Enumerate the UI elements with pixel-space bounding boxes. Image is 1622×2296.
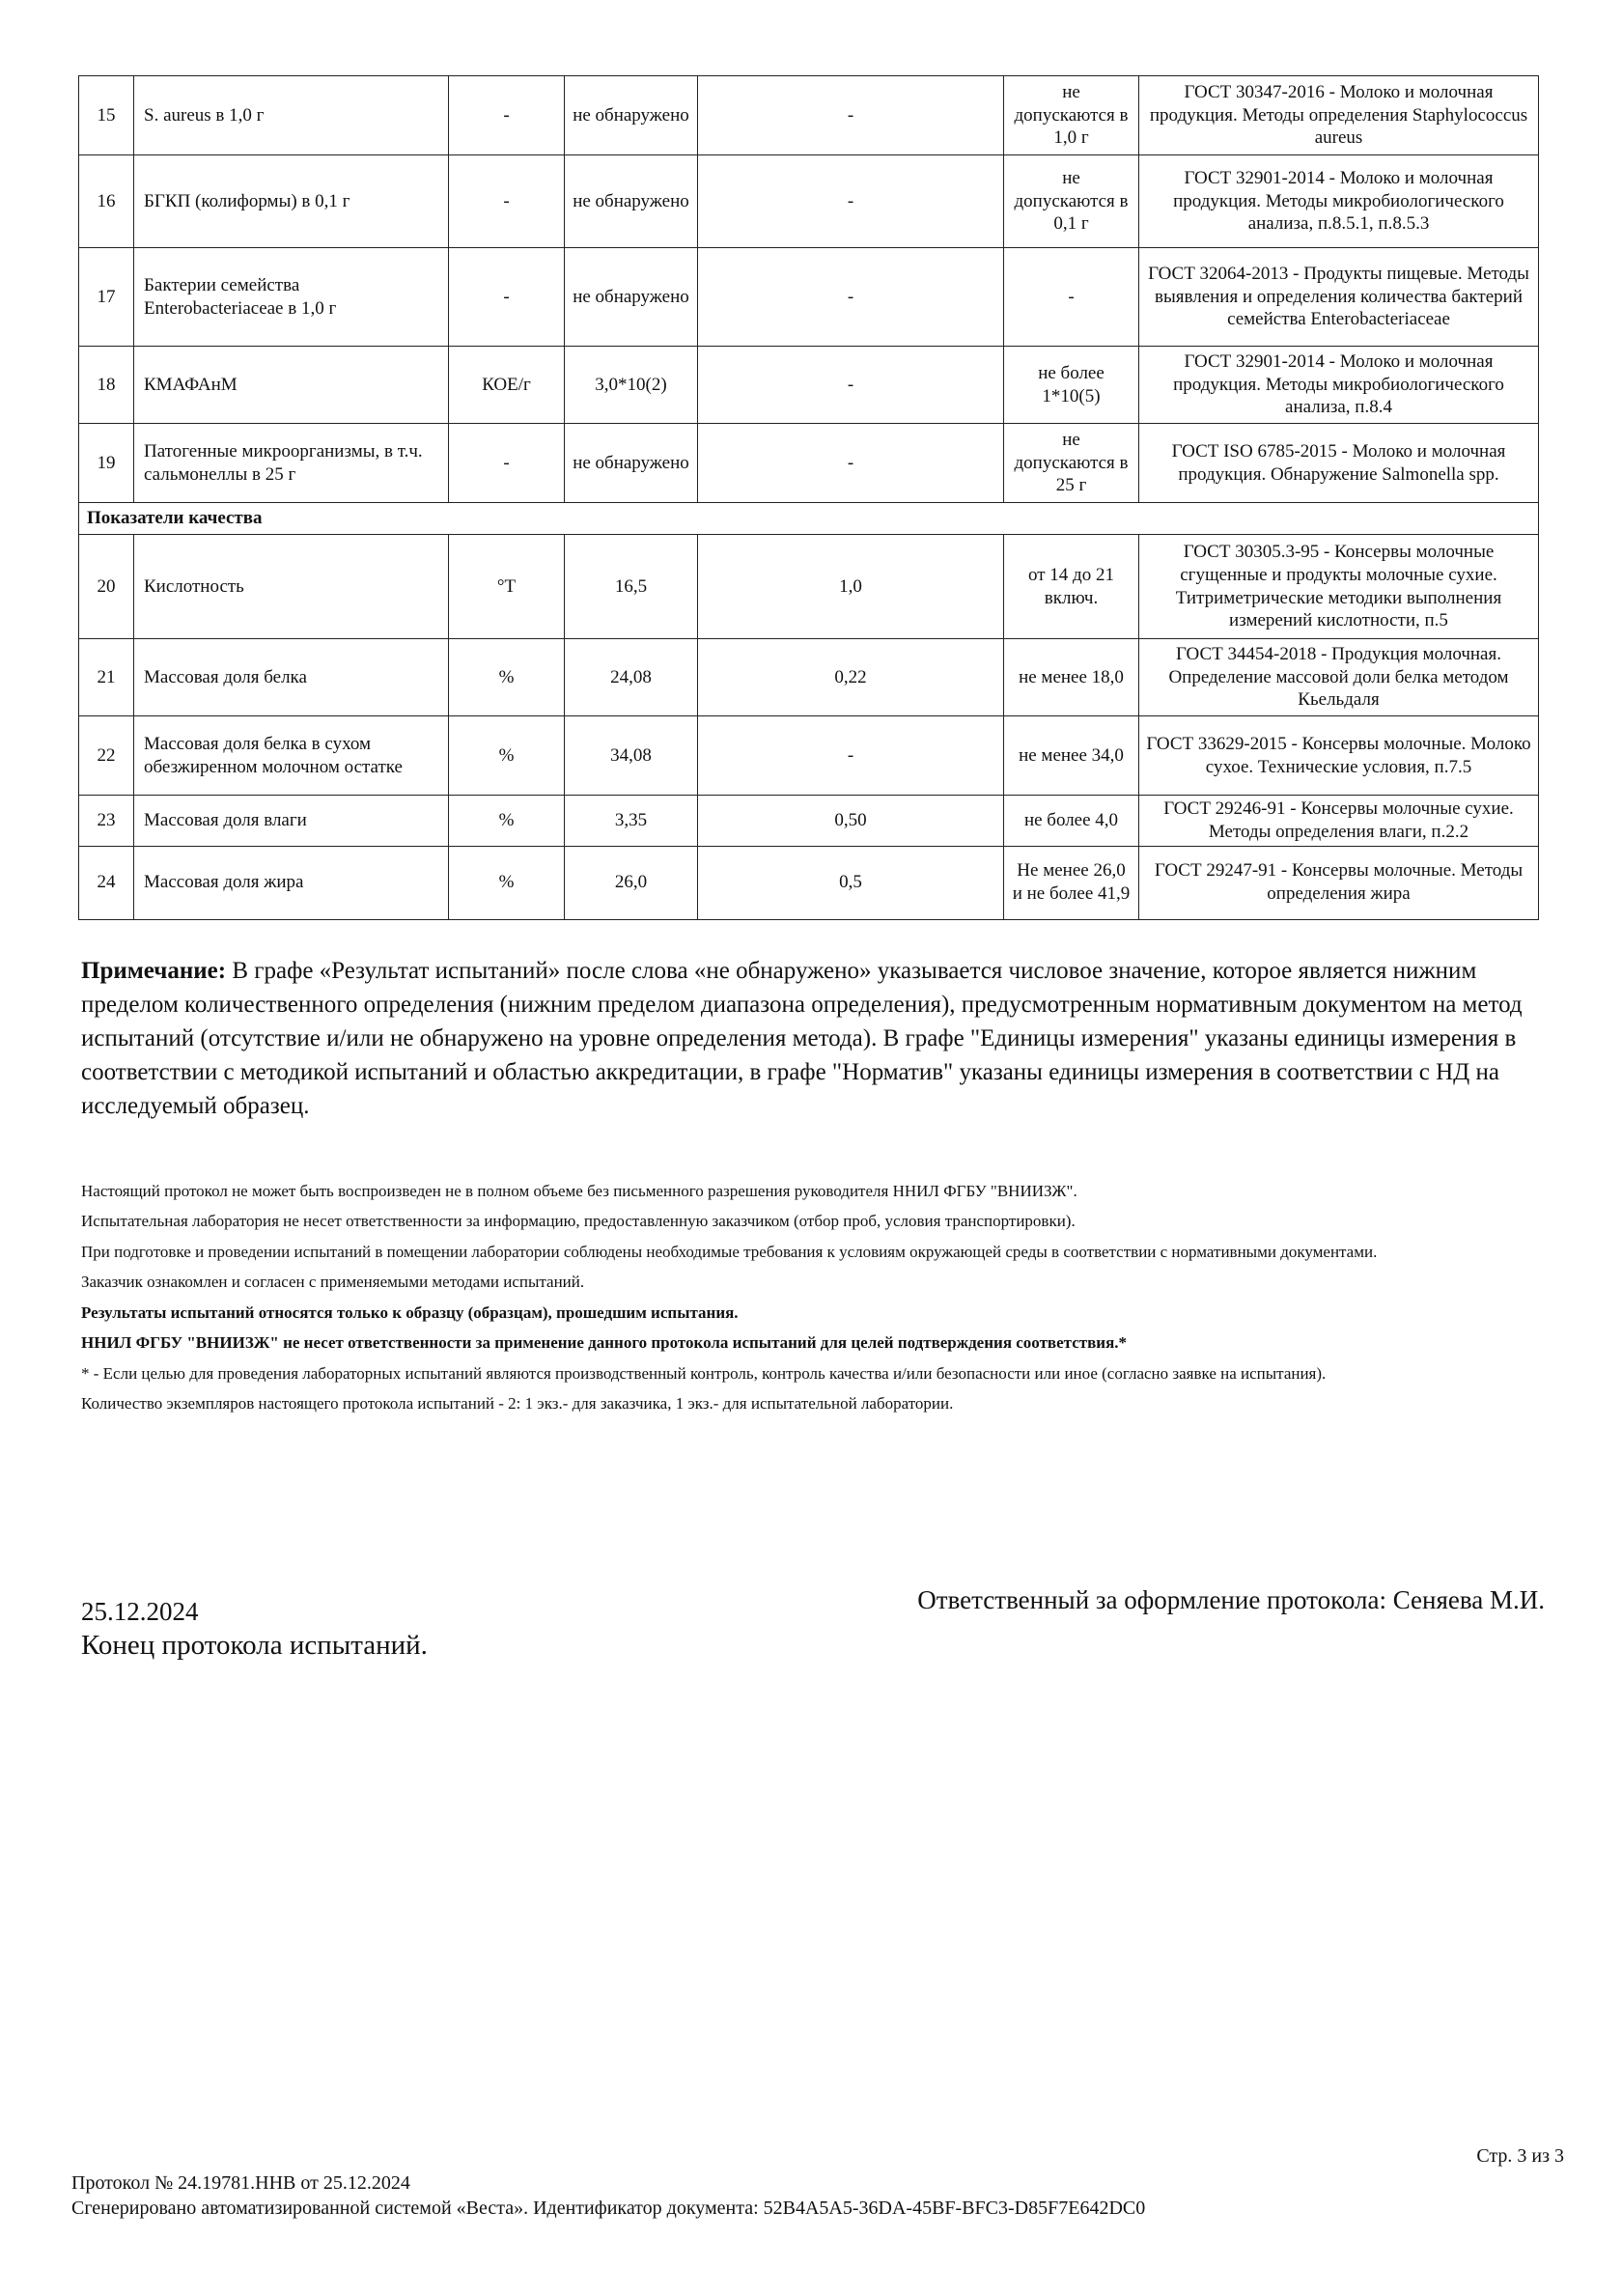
row-number: 15 [79, 76, 134, 155]
disclaimers [81, 1176, 1544, 1419]
protocol-date: 25.12.2024 [81, 1597, 199, 1626]
note-label: Примечание: [81, 958, 227, 984]
norm-cell: не менее 34,0 [1004, 716, 1139, 796]
method-cell: ГОСТ 29246-91 - Консервы молочные сухие. Методы определения влаги, п.2.2 [1139, 796, 1539, 847]
row-number: 19 [79, 424, 134, 503]
uncertainty-cell: - [698, 155, 1004, 248]
result-cell: не обнаружено [565, 248, 698, 347]
disclaimer-line: При подготовке и проведении испытаний в помещении лаборатории соблюдены необходимые требования к условиям окружающей среды в соответствии с нормативными документами. [81, 1242, 1378, 1261]
disclaimer-line: Количество экземпляров настоящего протокола испытаний - 2: 1 экз.- для заказчика, 1 экз.- для испытательной лаборатории. [81, 1394, 954, 1414]
result-cell: не обнаружено [565, 155, 698, 248]
indicator-name: S. aureus в 1,0 г [134, 76, 449, 155]
method-cell: ГОСТ 30305.3-95 - Консервы молочные сгущенные и продукты молочные сухие. Титриметрические методики выполнения измерений кислотности, п.5 [1139, 535, 1539, 639]
result-cell: 34,08 [565, 716, 698, 796]
row-number: 22 [79, 716, 134, 796]
section-row [79, 503, 1539, 535]
result-cell: 16,5 [565, 535, 698, 639]
table-row [79, 155, 1539, 248]
norm-cell: не менее 18,0 [1004, 639, 1139, 716]
uncertainty-cell: - [698, 424, 1004, 503]
norm-cell: не более 4,0 [1004, 796, 1139, 847]
row-number: 16 [79, 155, 134, 248]
uncertainty-cell: 0,22 [698, 639, 1004, 716]
result-cell: не обнаружено [565, 424, 698, 503]
table-row [79, 639, 1539, 716]
table-row [79, 846, 1539, 919]
table-row [79, 76, 1539, 155]
footer-protocol: Протокол № 24.19781.ННВ от 25.12.2024 [71, 2172, 410, 2194]
uncertainty-cell: - [698, 347, 1004, 424]
unit-cell: - [449, 424, 565, 503]
unit-cell: °Т [449, 535, 565, 639]
row-number: 20 [79, 535, 134, 639]
uncertainty-cell: - [698, 76, 1004, 155]
norm-cell: не допускаются в 0,1 г [1004, 155, 1139, 248]
table-row [79, 716, 1539, 796]
unit-cell: КОЕ/г [449, 347, 565, 424]
uncertainty-cell: 0,50 [698, 796, 1004, 847]
disclaimer-line: * - Если целью для проведения лабораторных испытаний являются производственный контроль, контроль качества и/или безопасности или иное (согласно заявке на испытания). [81, 1363, 1327, 1383]
unit-cell: % [449, 716, 565, 796]
table-row [79, 424, 1539, 503]
method-cell: ГОСТ 32901-2014 - Молоко и молочная продукция. Методы микробиологического анализа, п.8.4 [1139, 347, 1539, 424]
uncertainty-cell: - [698, 716, 1004, 796]
indicator-name: Массовая доля белка в сухом обезжиренном молочном остатке [134, 716, 449, 796]
indicator-name: Массовая доля белка [134, 639, 449, 716]
disclaimer-line: Настоящий протокол не может быть воспроизведен не в полном объеме без письменного разрешения руководителя ННИЛ ФГБУ "ВНИИЗЖ". [81, 1182, 1077, 1200]
result-cell: 26,0 [565, 846, 698, 919]
norm-cell: Не менее 26,0 и не более 41,9 [1004, 846, 1139, 919]
disclaimer-line: Результаты испытаний относятся только к образцу (образцам), прошедшим испытания. [81, 1302, 739, 1322]
section-title: Показатели качества [79, 503, 1539, 535]
table-row [79, 796, 1539, 847]
page-number: Стр. 3 из 3 [1476, 2145, 1564, 2167]
note-text: В графе «Результат испытаний» после слова «не обнаружено» указывается числовое значение, которое является нижним пределом количественного определения (нижним пределом диапазона определения), предусмотренным нормативным документом на метод испытаний (отсутствие и/или не обнаружено на уровне определения метода). В графе "Единицы измерения" указаны единицы измерения в соответствии с методикой испытаний и областью аккредитации, в графе "Норматив" указаны единицы измерения в соответствии с НД на исследуемый образец. [81, 958, 1523, 1119]
norm-cell: не допускаются в 1,0 г [1004, 76, 1139, 155]
row-number: 24 [79, 846, 134, 919]
uncertainty-cell: 1,0 [698, 535, 1004, 639]
norm-cell: не допускаются в 25 г [1004, 424, 1139, 503]
method-cell: ГОСТ 29247-91 - Консервы молочные. Методы определения жира [1139, 846, 1539, 919]
indicator-name: КМАФАнМ [134, 347, 449, 424]
method-cell: ГОСТ 32064-2013 - Продукты пищевые. Методы выявления и определения количества бактерий семейства Enterobacteriaceae [1139, 248, 1539, 347]
footer [71, 2170, 1568, 2221]
method-cell: ГОСТ ISO 6785-2015 - Молоко и молочная продукция. Обнаружение Salmonella spp. [1139, 424, 1539, 503]
table-row [79, 248, 1539, 347]
indicator-name: Массовая доля жира [134, 846, 449, 919]
method-cell: ГОСТ 33629-2015 - Консервы молочные. Молоко сухое. Технические условия, п.7.5 [1139, 716, 1539, 796]
method-cell: ГОСТ 32901-2014 - Молоко и молочная продукция. Методы микробиологического анализа, п.8.5.1, п.8.5.3 [1139, 155, 1539, 248]
disclaimer-line: ННИЛ ФГБУ "ВНИИЗЖ" не несет ответственности за применение данного протокола испытаний для целей подтверждения соответствия.* [81, 1333, 1128, 1353]
unit-cell: % [449, 846, 565, 919]
unit-cell: - [449, 248, 565, 347]
indicator-name: Патогенные микроорганизмы, в т.ч. сальмонеллы в 25 г [134, 424, 449, 503]
row-number: 18 [79, 347, 134, 424]
norm-cell: от 14 до 21 включ. [1004, 535, 1139, 639]
result-cell: 3,0*10(2) [565, 347, 698, 424]
indicator-name: Массовая доля влаги [134, 796, 449, 847]
method-cell: ГОСТ 30347-2016 - Молоко и молочная продукция. Методы определения Staphylococcus aureus [1139, 76, 1539, 155]
end-of-protocol: Конец протокола испытаний. [81, 1630, 428, 1661]
unit-cell: - [449, 155, 565, 248]
table-row [79, 535, 1539, 639]
responsible-person: Ответственный за оформление протокола: Сеняева М.И. [917, 1585, 1545, 1614]
norm-cell: не более 1*10(5) [1004, 347, 1139, 424]
disclaimer-line: Испытательная лаборатория не несет ответственности за информацию, предоставленную заказчиком (отбор проб, условия транспортировки). [81, 1212, 1076, 1231]
indicator-name: Кислотность [134, 535, 449, 639]
indicator-name: Бактерии семейства Enterobacteriaceae в 1,0 г [134, 248, 449, 347]
unit-cell: % [449, 639, 565, 716]
row-number: 21 [79, 639, 134, 716]
unit-cell: % [449, 796, 565, 847]
method-cell: ГОСТ 34454-2018 - Продукция молочная. Определение массовой доли белка методом Кьельдаля [1139, 639, 1539, 716]
row-number: 17 [79, 248, 134, 347]
table-body-microbiology [79, 76, 1539, 503]
result-cell: 24,08 [565, 639, 698, 716]
result-cell: не обнаружено [565, 76, 698, 155]
uncertainty-cell: - [698, 248, 1004, 347]
unit-cell: - [449, 76, 565, 155]
footer-generated: Сгенерировано автоматизированной системой «Веста». Идентификатор документа: 52B4A5A5-36DA-45BF-BFC3-D85F7E642DC0 [71, 2198, 1146, 2219]
results-table [78, 75, 1539, 920]
table-row [79, 347, 1539, 424]
row-number: 23 [79, 796, 134, 847]
note-paragraph [81, 954, 1544, 1123]
norm-cell: - [1004, 248, 1139, 347]
uncertainty-cell: 0,5 [698, 846, 1004, 919]
indicator-name: БГКП (колиформы) в 0,1 г [134, 155, 449, 248]
table-body-quality [79, 535, 1539, 920]
table-section [79, 503, 1539, 535]
result-cell: 3,35 [565, 796, 698, 847]
disclaimer-line: Заказчик ознакомлен и согласен с применяемыми методами испытаний. [81, 1273, 585, 1292]
